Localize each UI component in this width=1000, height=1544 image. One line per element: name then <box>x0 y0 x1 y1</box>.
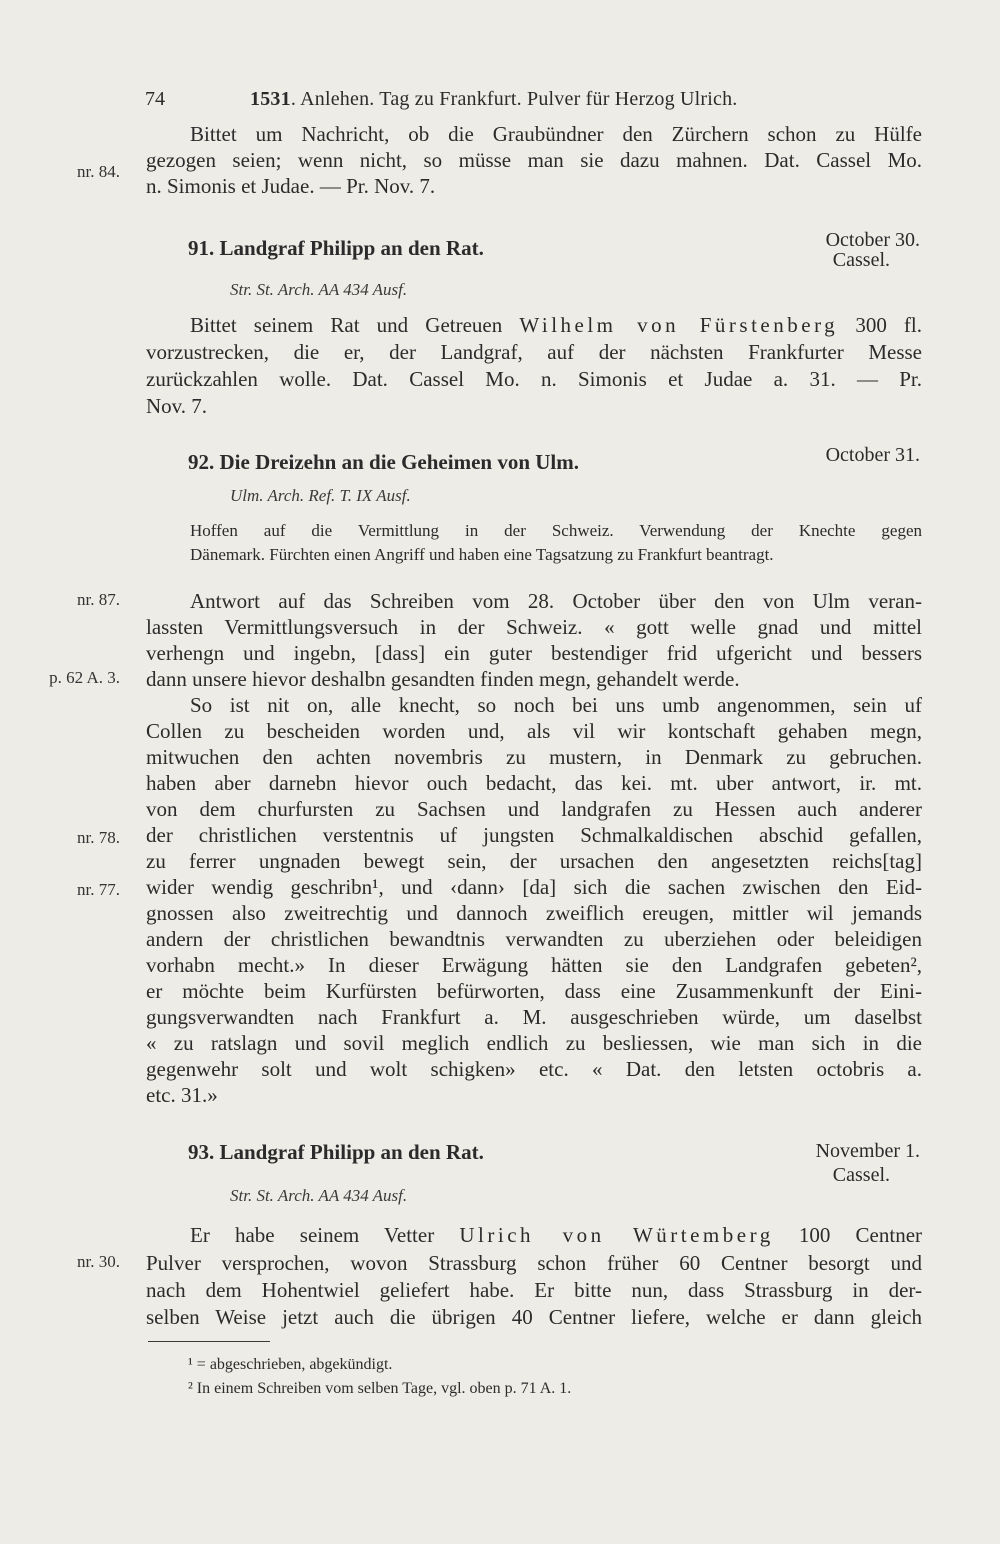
entry-heading: 92. Die Dreizehn an die Geheimen von Ulm. <box>188 450 580 474</box>
footnote-rule <box>148 1341 270 1342</box>
text-line <box>190 1222 922 1248</box>
text-span: 300 fl. <box>855 313 923 337</box>
regest-line: Dänemark. Fürchten einen Angriff und haben eine Tagsatzung zu Frankfurt beantragt. <box>190 545 774 564</box>
text-line: gungsverwandten nach Frankfurt a. M. ausgeschrieben würde, um daselbst <box>146 1005 922 1029</box>
text-line: vorzustrecken, die er, der Landgraf, auf der nächsten Frankfurter Messe <box>146 340 922 364</box>
text-line: etc. 31.» <box>146 1083 218 1107</box>
text-line: gezogen seien; wenn nicht, so müsse man sie dazu mahnen. Dat. Cassel Mo. <box>146 148 922 172</box>
text-line: n. Simonis et Judae. — Pr. Nov. 7. <box>146 174 436 198</box>
entry-place: Cassel. <box>832 249 890 271</box>
person-name: Wilhelm von Fürstenberg <box>519 313 839 337</box>
text-line: selben Weise jetzt auch die übrigen 40 Centner liefere, welche er dann gleich <box>146 1305 922 1329</box>
text-line: mitwuchen den achten novembris zu mustern, in Denmark zu gebruchen. <box>146 745 922 769</box>
entry-heading: 93. Landgraf Philipp an den Rat. <box>188 1140 484 1164</box>
entry-date: November 1. <box>815 1140 920 1162</box>
text-line: Antwort auf das Schreiben vom 28. October über den von Ulm veran- <box>190 589 922 613</box>
text-line: zu ferrer ungnaden bewegt sein, der ursachen den angesetzten reichs[tag] <box>146 849 922 873</box>
text-line: zurückzahlen wolle. Dat. Cassel Mo. n. Simonis et Judae a. 31. — Pr. <box>146 367 922 391</box>
person-name: Ulrich von Würtemberg <box>459 1223 774 1247</box>
text-line: dann unsere hievor deshalbn gesandten finden megn, gehandelt werde. <box>146 667 740 691</box>
entry-date: October 30. <box>825 229 920 251</box>
text-line: Collen zu bescheiden worden und, als vil wir kontschaft gehaben megn, <box>146 719 922 743</box>
source-reference: Str. St. Arch. AA 434 Ausf. <box>230 1186 408 1205</box>
margin-note: nr. 87. <box>77 590 120 609</box>
page-number: 74 <box>145 88 165 110</box>
text-line: nach dem Hohentwiel geliefert habe. Er bitte nun, dass Strassburg in der- <box>146 1278 922 1302</box>
text-line: So ist nit on, alle knecht, so noch bei uns umb angenommen, sein uf <box>190 693 922 717</box>
running-head-year: 1531 <box>250 88 291 110</box>
margin-note: nr. 84. <box>77 162 120 181</box>
text-span: Er habe seinem Vetter <box>190 1223 435 1247</box>
text-span: Bittet seinem Rat und Getreuen <box>190 313 503 337</box>
running-head-title: . Anlehen. Tag zu Frankfurt. Pulver für Herzog Ulrich. <box>290 88 738 110</box>
text-line <box>190 312 922 338</box>
margin-note: nr. 77. <box>77 880 120 899</box>
text-line: haben aber darnebn hievor ouch bedacht, das kei. mt. uber antwort, ir. mt. <box>146 771 922 795</box>
source-reference: Str. St. Arch. AA 434 Ausf. <box>230 280 408 299</box>
text-line: vorhabn mecht.» In dieser Erwägung hätten sie den Landgrafen gebeten², <box>146 953 922 977</box>
text-line: « zu ratslagn und sovil meglich endlich zu besliessen, wie man sich in die <box>146 1031 922 1055</box>
text-line: der christlichen verstentnis uf jungsten Schmalkaldischen abschid gefallen, <box>146 823 922 847</box>
text-line: Nov. 7. <box>146 394 208 418</box>
text-span: 100 Centner <box>798 1223 923 1247</box>
margin-note: p. 62 A. 3. <box>49 668 120 687</box>
text-line: wider wendig geschribn¹, und ‹dann› [da] sich die sachen zwischen den Eid- <box>146 875 922 899</box>
text-line: verhengn und ingebn, [dass] ein guter bestendiger frid ufgericht und bessers <box>146 641 922 665</box>
entry-date: October 31. <box>825 444 920 466</box>
running-head <box>250 88 738 111</box>
text-line: Pulver versprochen, wovon Strassburg schon früher 60 Centner besorgt und <box>146 1251 922 1275</box>
margin-note: nr. 30. <box>77 1252 120 1271</box>
text-line: gegenwehr solt und wolt schigken» etc. « Dat. den letsten octobris a. <box>146 1057 922 1081</box>
text-line: lassten Vermittlungsversuch in der Schweiz. « gott welle gnad und mittel <box>146 615 922 639</box>
entry-place: Cassel. <box>832 1164 890 1186</box>
text-line: er möchte beim Kurfürsten befürworten, dass eine Zusammenkunft der Eini- <box>146 979 922 1003</box>
text-line: andern der christlichen bewandtnis verwandten zu uberziehen oder beleidigen <box>146 927 922 951</box>
text-line: gnossen also zweitrechtig und dannoch zweiflich ereugen, mittler wil jemands <box>146 901 922 925</box>
footnote: ² In einem Schreiben vom selben Tage, vgl. oben p. 71 A. 1. <box>188 1380 572 1397</box>
margin-note: nr. 78. <box>77 828 120 847</box>
entry-heading: 91. Landgraf Philipp an den Rat. <box>188 236 484 260</box>
text-line: von dem churfursten zu Sachsen und landgrafen zu Hessen auch anderer <box>146 797 922 821</box>
footnote: ¹ = abgeschrieben, abgekündigt. <box>188 1356 393 1373</box>
regest-line: Hoffen auf die Vermittlung in der Schweiz. Verwendung der Knechte gegen <box>190 521 922 540</box>
text-line: Bittet um Nachricht, ob die Graubündner den Zürchern schon zu Hülfe <box>190 122 922 146</box>
source-reference: Ulm. Arch. Ref. T. IX Ausf. <box>230 486 411 505</box>
